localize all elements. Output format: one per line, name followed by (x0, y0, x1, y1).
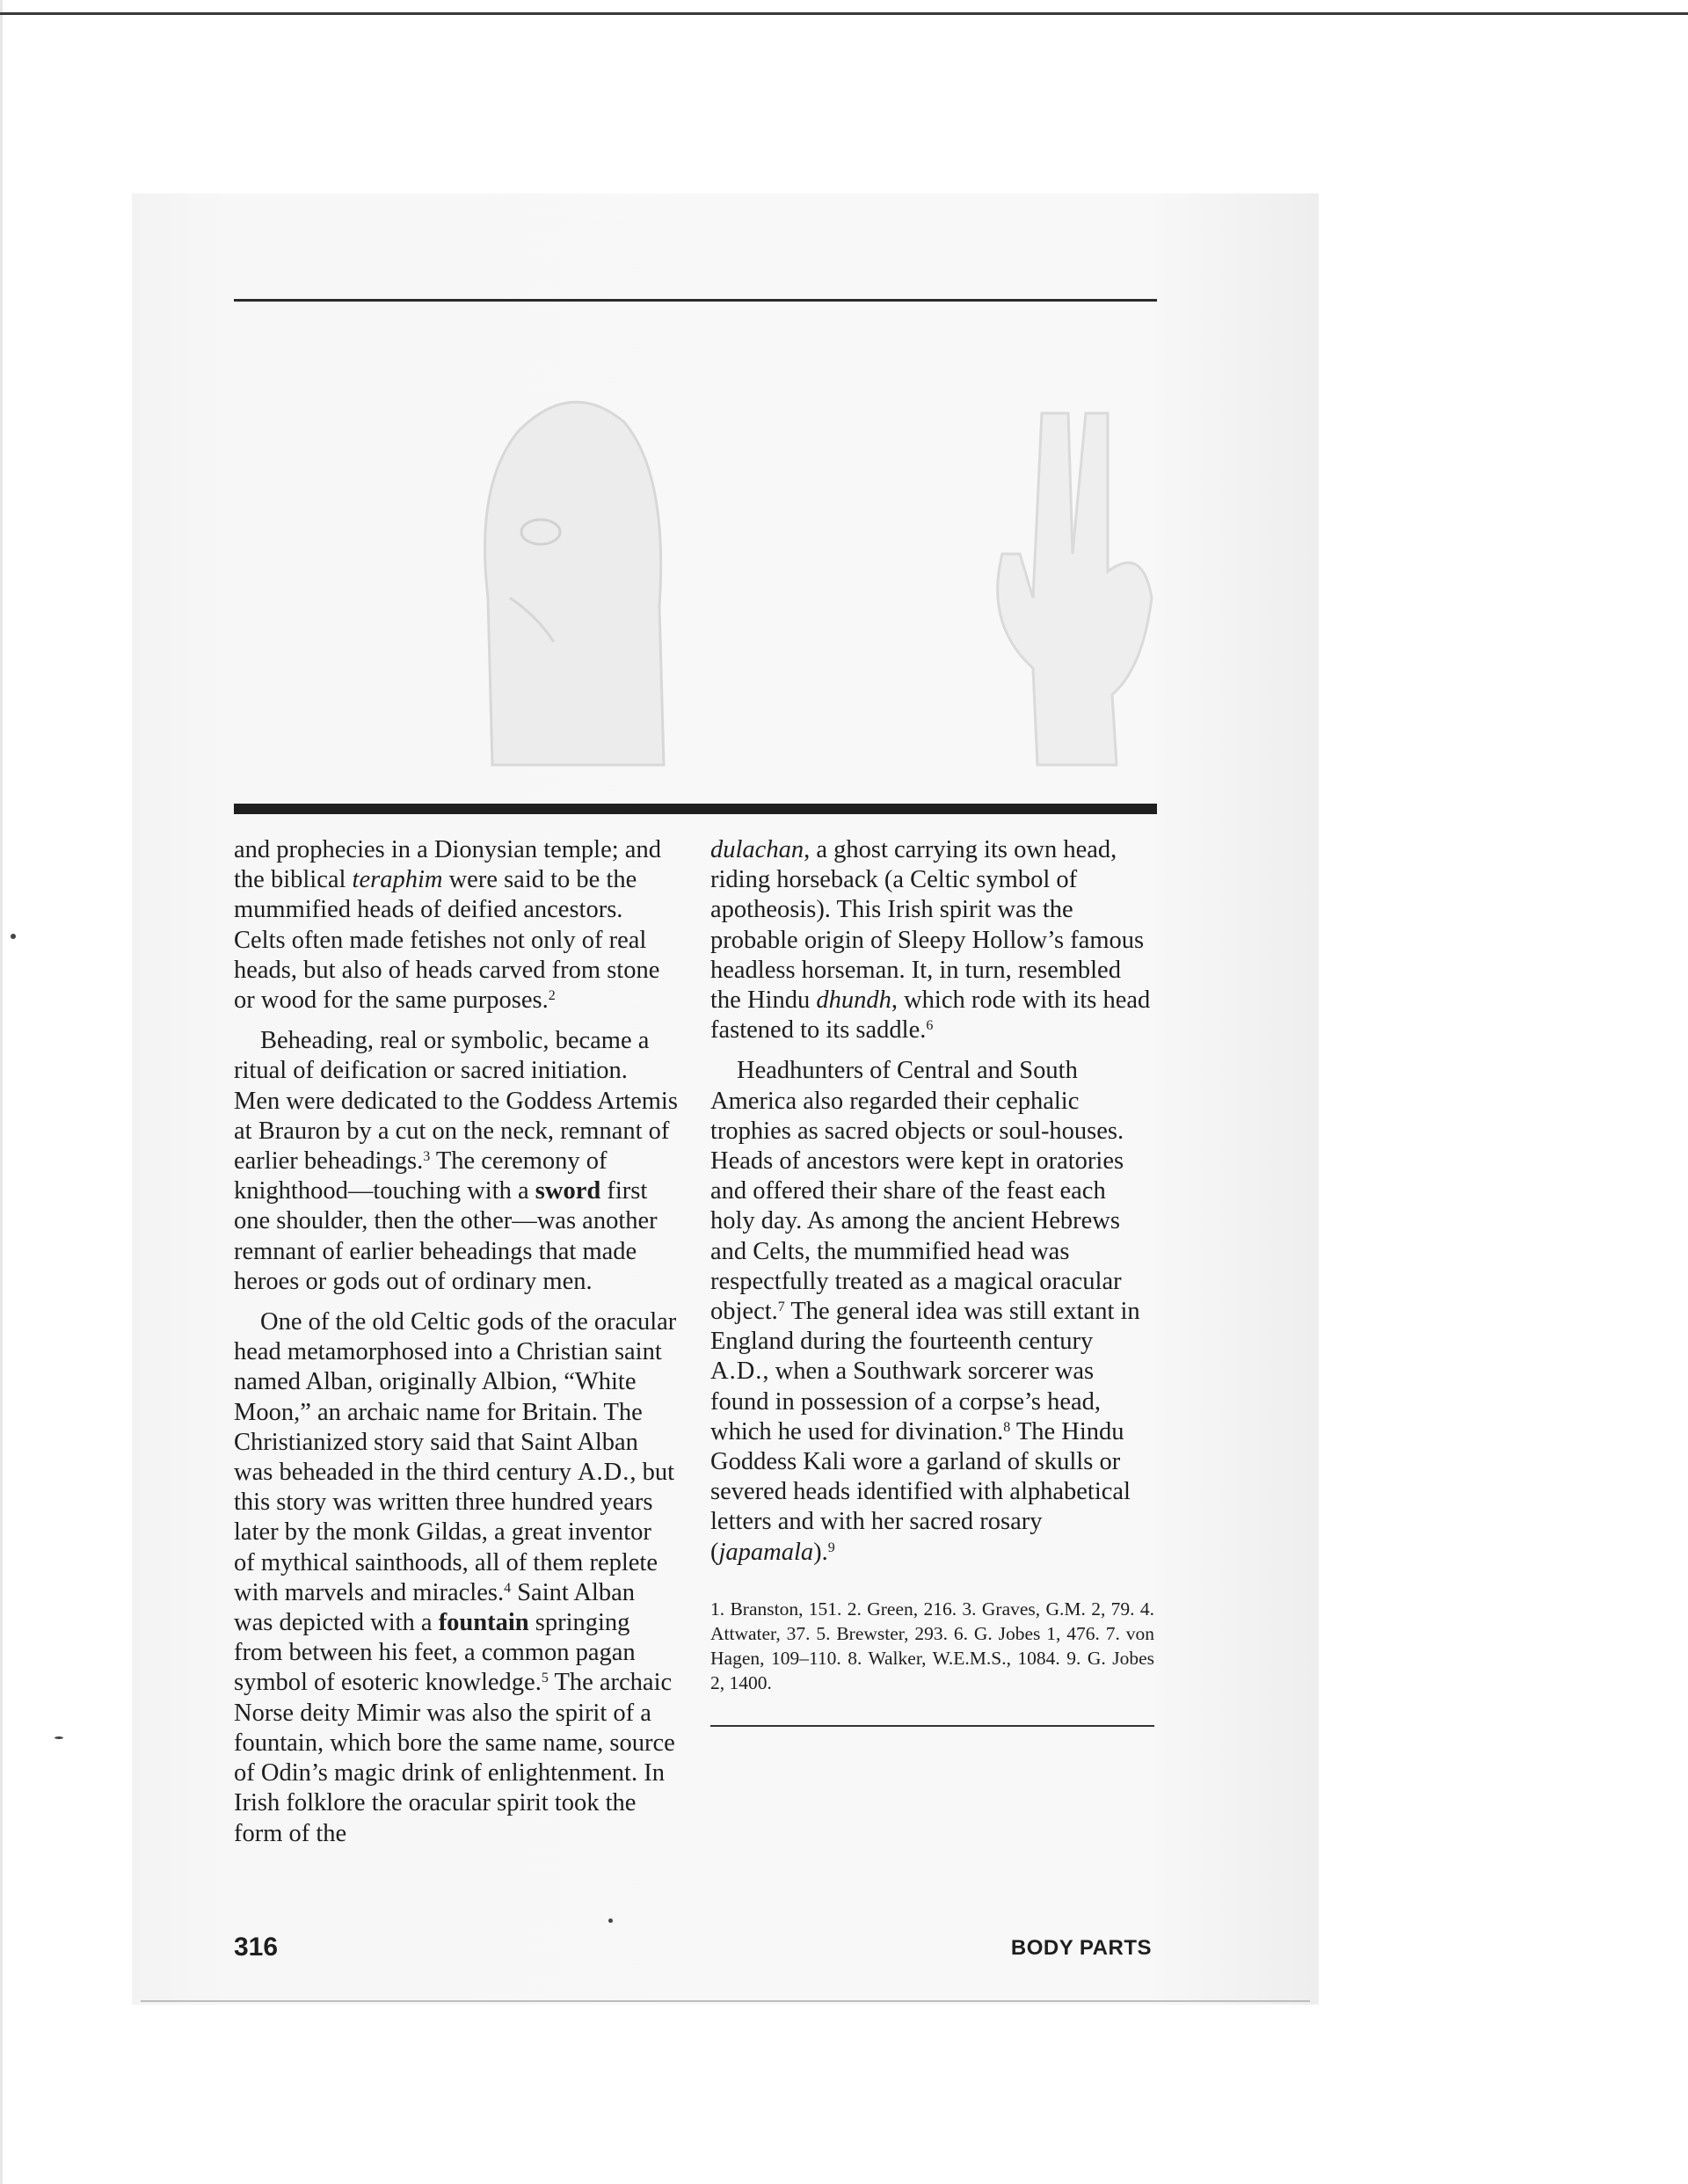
left-column (234, 835, 678, 1849)
italic-term: dulachan (710, 836, 804, 863)
footnote-ref: 8 (1003, 1419, 1011, 1435)
right-column (710, 835, 1154, 1568)
figure-top-rule (234, 299, 1157, 302)
cross-reference: fountain (438, 1609, 529, 1637)
text-run: , when a Southwark sorcerer was found in possession of a corpse’s head, which he used for divination. (710, 1358, 1102, 1445)
era-abbrev: A.D. (710, 1358, 763, 1386)
footnote-ref: 9 (827, 1540, 835, 1555)
scan-speck (608, 1918, 613, 1923)
footnote-ref: 7 (777, 1299, 785, 1315)
text-run: and prophecies in a Dionysian temple; and the biblical (234, 836, 661, 894)
paragraph (234, 1026, 678, 1297)
cross-reference: sword (535, 1177, 601, 1205)
text-run: The general idea was still extant in England during the fourteenth century (710, 1298, 1140, 1356)
footnote-rule (710, 1725, 1154, 1727)
scan-edge-left (0, 0, 3, 2184)
figure-bottom-rule (234, 804, 1157, 814)
paragraph (234, 1307, 678, 1849)
italic-term: teraphim (352, 866, 443, 894)
text-run: were said to be the mummified heads of deified ancestors. Celts often made fetishes not only of real heads, but also of heads carved from stone or wood for the same purposes. (234, 866, 660, 1015)
hand-figure (950, 378, 1178, 774)
carved-head-figure (457, 378, 686, 774)
footnote-ref: 3 (423, 1149, 431, 1165)
text-run: , which rode with its head fastened to its saddle. (710, 986, 1151, 1045)
footnotes: 1. Branston, 151. 2. Green, 216. 3. Graves, G.M. 2, 79. 4. Attwater, 37. 5. Brewster, 293. 6. G. Jobes 1, 476. 7. von Hagen, 109–110. 8. Walker, W.E.M.S., 1084. 9. G. Jobes 2, 1400. (710, 1598, 1154, 1693)
text-run: Saint Alban was depicted with a (234, 1578, 635, 1637)
scan-edge-bottom (141, 2000, 1310, 2002)
scan-edge-top (0, 12, 1688, 15)
paragraph (710, 1056, 1154, 1567)
text-run: Beheading, real or symbolic, became a ritual of deification or sacred initiation. Men were dedicated to the Goddess Artemis at Brauron by a cut on the neck, remnant of earlier beheadings. (234, 1027, 678, 1176)
text-run: , a ghost carrying its own head, riding horseback (a Celtic symbol of apotheosis). This Irish spirit was the probable origin of Sleepy Hollow’s famous headless horseman. It, in turn, resembled the Hindu (710, 836, 1145, 1015)
text-run: Headhunters of Central and South America also regarded their cephalic trophies as sacred objects or soul-houses. Heads of ancestors were kept in oratories and offered their share of the feast each holy day. As among the ancient Hebrews and Celts, the mummified head was respectfully treated as a magical oracular object. (710, 1057, 1124, 1326)
running-head: BODY PARTS (1010, 1936, 1152, 1960)
text-run: first one shoulder, then the other—was another remnant of earlier beheadings that made heroes or gods out of ordinary men. (234, 1177, 658, 1295)
scan-speck (55, 1736, 63, 1739)
text-run: The ceremony of knighthood—touching with a (234, 1147, 608, 1205)
text-run: One of the old Celtic gods of the oracular head metamorphosed into a Christian saint named Alban, originally Albion, “White Moon,” an archaic name for Britain. The Christianized story said that Saint Alban was beheaded in the third century (234, 1308, 677, 1487)
era-abbrev: A.D. (577, 1459, 630, 1487)
footnote-ref: 6 (926, 1018, 934, 1034)
italic-term: japamala (718, 1538, 814, 1566)
page-number: 316 (234, 1933, 279, 1962)
text-run: ). (813, 1538, 828, 1566)
text-run: , but this story was written three hundred years later by the monk Gildas, a great inventor of mythical sainthoods, all of them replete with marvels and miracles. (234, 1459, 675, 1606)
paragraph (234, 835, 678, 1016)
footnote-ref: 5 (541, 1671, 549, 1686)
scan-speck (11, 934, 16, 939)
footnote-ref: 4 (504, 1580, 512, 1596)
paragraph (710, 835, 1154, 1045)
text-run: The archaic Norse deity Mimir was also the spirit of a fountain, which bore the same name, source of Odin’s magic drink of enlightenment. In Irish folklore the oracular spirit took the form of the (234, 1669, 675, 1847)
footnote-ref: 2 (548, 988, 556, 1004)
text-run: springing from between his feet, a common pagan symbol of esoteric knowledge. (234, 1609, 636, 1697)
text-run: The Hindu Goddess Kali wore a garland of skulls or severed heads identified with alphabetical letters and with her sacred rosary ( (710, 1417, 1131, 1566)
italic-term: dhundh (816, 986, 891, 1015)
